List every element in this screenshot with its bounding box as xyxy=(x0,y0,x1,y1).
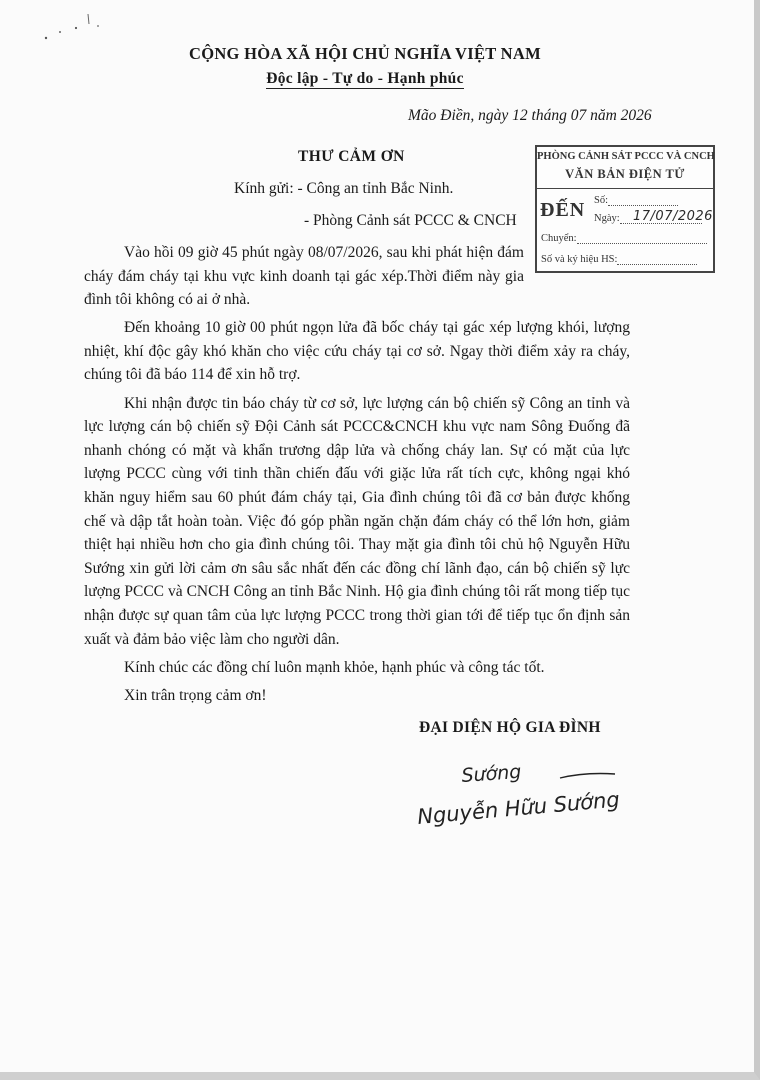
stamp-chuyen-field: Chuyển: xyxy=(541,233,707,244)
body-paragraph-4: Kính chúc các đồng chí luôn mạnh khỏe, hạnh phúc và công tác tốt. xyxy=(124,658,545,676)
stamp-so-field: Số: xyxy=(594,195,678,206)
body-paragraph-1: Vào hồi 09 giờ 45 phút ngày 08/07/2026, sau khi phát hiện đám cháy đám cháy tại khu vực kinh doanh tại gác xép.Thời điểm này gia đình tôi không có ai ở nhà. xyxy=(84,244,524,309)
stamp-handwritten-date: 17/07/2026 xyxy=(633,209,713,224)
signatory-title: ĐẠI DIỆN HỘ GIA ĐÌNH xyxy=(419,719,601,736)
national-title: CỘNG HÒA XÃ HỘI CHỦ NGHĨA VIỆT NAM xyxy=(188,44,541,63)
stamp-den-label: ĐẾN xyxy=(540,199,586,221)
stamp-header-line2: VĂN BẢN ĐIỆN TỬ xyxy=(565,167,685,181)
svg-text:Sướng: Sướng xyxy=(460,760,523,787)
recipient-line-2: - Phòng Cảnh sát PCCC & CNCH xyxy=(304,212,517,229)
place-date: Mão Điền, ngày 12 tháng 07 năm 2026 xyxy=(408,107,652,124)
recipient-line-1: Kính gửi: - Công an tỉnh Bắc Ninh. xyxy=(234,180,454,197)
stamp-ngay-field: Ngày: xyxy=(594,213,702,224)
body-paragraph-2: Đến khoảng 10 giờ 00 phút ngọn lửa đã bốc cháy tại gác xép lượng khói, lượng nhiệt, khí độc gây khó khăn cho việc cứu cháy tại cơ sở. Ngay thời điểm xảy ra cháy, chúng tôi đã báo 114 để xin hỗ trợ. xyxy=(84,319,630,384)
document-title: THƯ CẢM ƠN xyxy=(298,148,405,165)
stamp-header-line1: PHÒNG CẢNH SÁT PCCC VÀ CNCH xyxy=(537,151,715,162)
handwritten-signature xyxy=(410,752,640,852)
letter-body xyxy=(84,241,630,712)
body-paragraph-5: Xin trân trọng cảm ơn! xyxy=(124,686,267,704)
stamp-divider xyxy=(537,188,713,189)
national-motto: Độc lập - Tự do - Hạnh phúc xyxy=(266,70,464,87)
body-paragraph-3: Khi nhận được tin báo cháy từ cơ sở, lực lượng cán bộ chiến sỹ Công an tỉnh và lực lượng cán bộ chiến sỹ Đội Cảnh sát PCCC&CNCH khu vực nam Sông Đuống đã nhanh chóng có mặt và khẩn trương dập lửa và chống cháy lan. Sự có mặt của lực lượng PCCC cùng với tinh thần chiến đấu với giặc lửa rất tích cực, không ngại khó khăn nguy hiểm sau 60 phút đám cháy tại, Gia đình chúng tôi đã cơ bản được khống chế và dập tắt hoàn toàn. Việc đó góp phần ngăn chặn đám cháy có thể lớn hơn, giảm thiệt hại nhiều hơn cho gia đình chúng tôi. Thay mặt gia đình tôi chủ hộ Nguyễn Hữu Sướng xin gửi lời cảm ơn sâu sắc nhất đến các đồng chí lãnh đạo, cán bộ chiến sỹ lực lượng PCCC và CNCH Công an tỉnh Bắc Ninh. Hộ gia đình chúng tôi rất mong tiếp tục nhận được sự quan tâm của lực lượng PCCC trong thời gian tới để tiếp tục ổn định sản xuất và đảm bảo việc làm cho người dân. xyxy=(84,394,630,648)
svg-text:Nguyễn Hữu Sướng: Nguyễn Hữu Sướng xyxy=(416,787,621,829)
stamp-luu-field: Số và ký hiệu HS: xyxy=(541,254,697,265)
